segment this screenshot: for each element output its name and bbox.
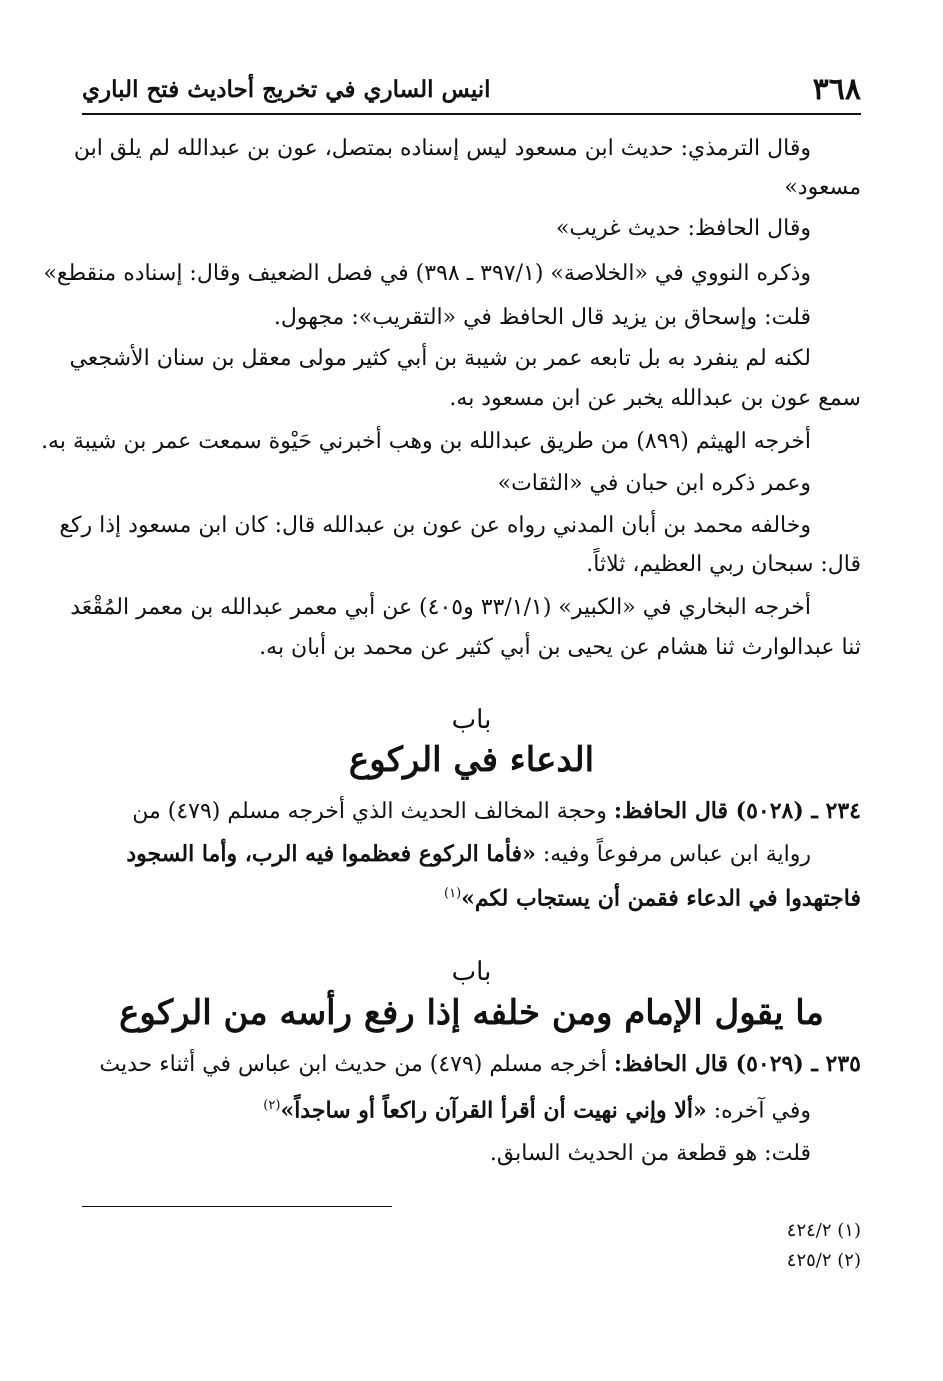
entry-text: وحجة المخالف الحديث الذي أخرجه مسلم (٤٧٩) من	[132, 799, 607, 824]
hadith-quote: «ألا وإني نهيت أن أقرأ القرآن راكعاً أو ساجداً»	[280, 1097, 707, 1124]
footnote-rule	[82, 1206, 392, 1207]
hadith-entry-line	[82, 1050, 861, 1079]
section-title: ما يقول الإمام ومن خلفه إذا رفع رأسه من الركوع	[119, 993, 824, 1033]
hadith-entry-line	[82, 840, 811, 869]
footnote: (١) ٤٢٤/٢	[786, 1220, 861, 1241]
hadith-entry-line	[82, 880, 861, 913]
paragraph-line: مسعود»	[784, 175, 861, 200]
entry-number: ٢٣٥ ـ (٥٠٢٩) قال الحافظ:	[613, 1051, 861, 1077]
hadith-entry-line	[82, 1092, 811, 1125]
paragraph-line: وعمر ذكره ابن حبان في «الثقات»	[497, 471, 811, 496]
paragraph-line: سمع عون بن عبدالله يخبر عن ابن مسعود به.	[449, 386, 861, 411]
hadith-quote: «فأما الركوع فعظموا فيه الرب، وأما السجود	[126, 841, 536, 867]
paragraph-line: وقال الترمذي: حديث ابن مسعود ليس إسناده بمتصل، عون بن عبدالله لم يلق ابن	[73, 136, 811, 161]
paragraph-line: قال: سبحان ربي العظيم، ثلاثاً.	[586, 552, 861, 577]
page-header	[82, 72, 861, 112]
hadith-entry-line	[82, 797, 861, 826]
entry-number: ٢٣٤ ـ (٥٠٢٨) قال الحافظ:	[613, 798, 861, 824]
paragraph-line: قلت: وإسحاق بن يزيد قال الحافظ في «التقريب»: مجهول.	[273, 305, 811, 330]
paragraph-line: قلت: هو قطعة من الحديث السابق.	[489, 1141, 811, 1166]
running-title: انيس الساري في تخريج أحاديث فتح الباري	[82, 76, 491, 103]
footnote: (٢) ٤٢٥/٢	[786, 1250, 861, 1271]
paragraph-line: وقال الحافظ: حديث غريب»	[555, 216, 811, 241]
hadith-quote: فاجتهدوا في الدعاء فقمن أن يستجاب لكم»	[461, 885, 861, 912]
entry-text: رواية ابن عباس مرفوعاً وفيه:	[535, 842, 811, 867]
paragraph-line: ثنا عبدالوارث ثنا هشام عن يحيى بن أبي كثير عن محمد بن أبان به.	[259, 635, 861, 660]
paragraph-line: وذكره النووي في «الخلاصة» (٣٩٧/١ ـ ٣٩٨) في فصل الضعيف وقال: إسناده منقطع»	[43, 261, 811, 286]
section-title: الدعاء في الركوع	[348, 740, 595, 780]
entry-text: وفي آخره:	[706, 1098, 811, 1124]
paragraph-line: أخرجه الهيثم (٨٩٩) من طريق عبدالله بن وهب أخبرني حَيْوة سمعت عمر بن شيبة به.	[41, 429, 811, 454]
header-rule	[82, 113, 861, 115]
entry-text: أخرجه مسلم (٤٧٩) من حديث ابن عباس في أثناء حديث	[99, 1052, 607, 1077]
paragraph-line: أخرجه البخاري في «الكبير» (٣٣/١/١ و٤٠٥) عن أبي معمر عبدالله بن معمر المُقْعَد	[70, 595, 811, 620]
section-bab-label: باب	[451, 957, 492, 987]
paragraph-line: وخالفه محمد بن أبان المدني رواه عن عون بن عبدالله قال: كان ابن مسعود إذا ركع	[59, 513, 811, 538]
footnote-marker: (١)	[444, 886, 462, 901]
paragraph-line: لكنه لم ينفرد به بل تابعه عمر بن شيبة بن أبي كثير مولى معقل بن سنان الأشجعي	[69, 346, 811, 371]
page-number: ٣٦٨	[812, 72, 861, 107]
section-bab-label: باب	[451, 705, 492, 735]
footnote-marker: (٢)	[263, 1098, 281, 1113]
